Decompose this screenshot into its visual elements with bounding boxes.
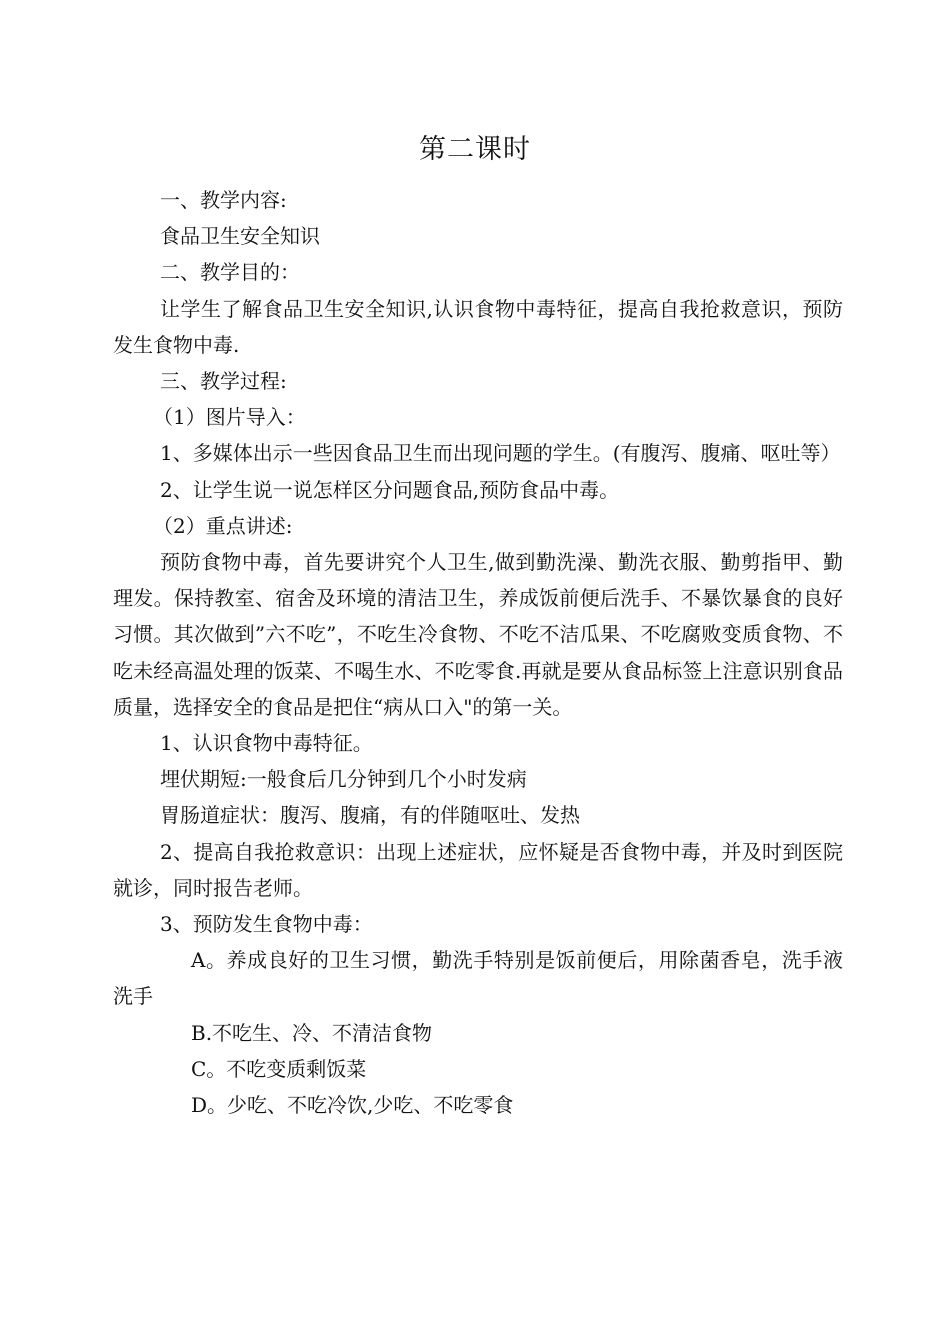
section-heading-process: 三、教学过程: (160, 369, 287, 394)
subheading-picture-intro: （1）图片导入： (153, 405, 306, 430)
sub-item-c: C。不吃变质剩饭菜 (191, 1056, 367, 1081)
paragraph-prevention: 预防食物中毒，首先要讲究个人卫生,做到勤洗澡、勤洗衣服、勤剪指甲、勤理发。保持教室、宿舍及环境的清洁卫生，养成饭前便后洗手、不暴饮暴食的良好习惯。其次做到”六不吃”，不吃生冷食物、不吃不洁瓜果、不吃腐败变质食物、不吃未经高温处理的饭菜、不喝生水、不吃零食.再就是要从食品标签上注意识别食品质量，选择安全的食品是把住“病从口入"的第一关。 (113, 550, 843, 719)
subheading-key-points: （2）重点讲述: (153, 513, 293, 538)
section-heading-goal: 二、教学目的： (160, 260, 300, 285)
document-body (113, 182, 843, 1123)
list-item-1: 1、认识食物中毒特征。 (160, 731, 373, 756)
paragraph-incubation: 埋伏期短:一般食后几分钟到几个小时发病 (160, 767, 527, 792)
paragraph-content: 食品卫生安全知识 (160, 224, 320, 249)
paragraph-goal: 让学生了解食品卫生安全知识,认识食物中毒特征，提高自我抢救意识，预防发生食物中毒. (113, 296, 843, 357)
page-title: 第二课时 (419, 134, 531, 165)
sub-item-d: D。少吃、不吃冷饮,少吃、不吃零食 (191, 1093, 514, 1118)
section-heading-content: 一、教学内容: (160, 188, 287, 212)
sub-item-a: A。养成良好的卫生习惯，勤洗手特别是饭前便后，用除菌香皂，洗手液洗手 (113, 948, 843, 1009)
list-item-3: 3、预防发生食物中毒： (160, 912, 373, 937)
paragraph-multimedia: 1、多媒体出示一些因食品卫生而出现问题的学生。(有腹泻、腹痛、呕吐等） (160, 441, 841, 466)
paragraph-symptoms: 胃肠道症状：腹泻、腹痛，有的伴随呕吐、发热 (160, 803, 580, 828)
list-item-2: 2、提高自我抢救意识：出现上述症状，应怀疑是否食物中毒，并及时到医院就诊，同时报告老师。 (113, 839, 843, 900)
paragraph-discussion: 2、让学生说一说怎样区分问题食品,预防食品中毒。 (160, 477, 620, 502)
sub-item-b: B.不吃生、冷、不清洁食物 (191, 1020, 433, 1045)
